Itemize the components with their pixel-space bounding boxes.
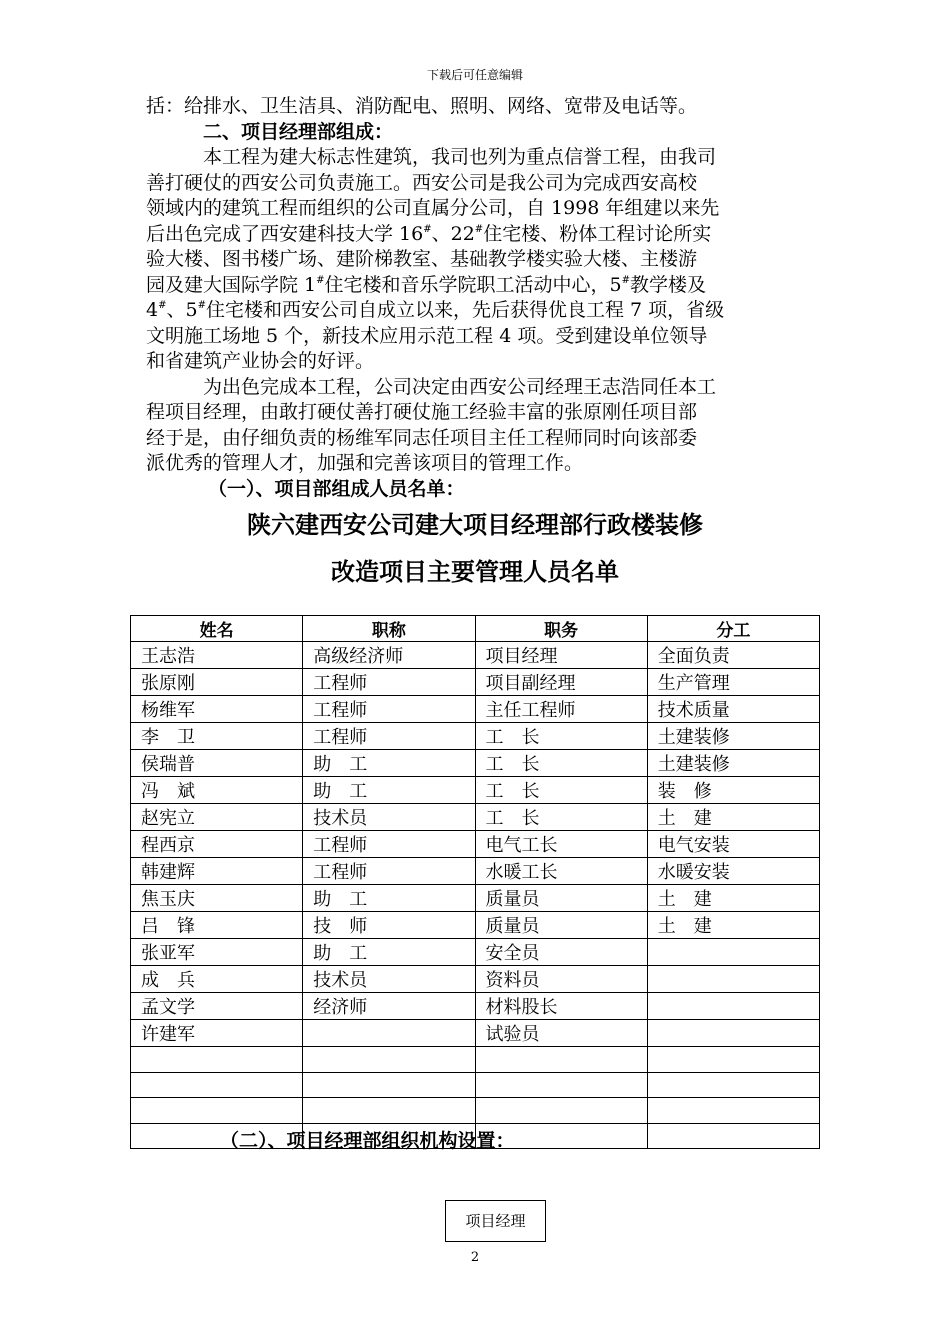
text-span: 住宅楼和西安公司自成立以来，先后获得优良工程 7 项，省级 (205, 299, 725, 321)
superscript-mark: # (474, 223, 484, 235)
cell-position: 质量员 (475, 912, 647, 939)
table-header-row (131, 616, 820, 642)
text-span: 住宅楼和音乐学院职工活动中心，5 (324, 273, 622, 296)
cell-duty: 土建装修 (647, 750, 819, 777)
text-line: 括：给排水、卫生洁具、消防配电、照明、网络、宽带及电话等。 (146, 95, 698, 117)
cell-position: 项目经理 (475, 642, 647, 669)
cell-position: 电气工长 (475, 831, 647, 858)
cell-duty (647, 1047, 819, 1073)
cell-duty: 技术质量 (647, 696, 819, 723)
column-header-name: 姓名 (131, 616, 303, 642)
cell-name (131, 1047, 303, 1073)
cell-name: 王志浩 (131, 642, 303, 669)
cell-name: 张原刚 (131, 669, 303, 696)
text-span: 园及建大国际学院 1 (146, 273, 317, 296)
cell-position: 试验员 (475, 1020, 647, 1047)
table-row (131, 885, 820, 912)
cell-title (303, 1072, 475, 1098)
table-row (131, 1047, 820, 1073)
text-line: 本工程为建大标志性建筑，我司也列为重点信誉工程，由我司 (203, 146, 717, 168)
cell-name: 焦玉庆 (131, 885, 303, 912)
cell-position: 水暖工长 (475, 858, 647, 885)
superscript-mark: # (423, 223, 432, 235)
cell-title: 助 工 (303, 885, 475, 912)
text-span: 教学楼及 (630, 273, 707, 296)
superscript-mark: # (316, 274, 325, 286)
text-line (146, 273, 806, 299)
table-row (131, 993, 820, 1020)
cell-title: 技术员 (303, 804, 475, 831)
cell-position: 资料员 (475, 966, 647, 993)
cell-title (303, 1020, 475, 1047)
cell-title: 高级经济师 (303, 642, 475, 669)
cell-title: 工程师 (303, 669, 475, 696)
cell-title: 技 师 (303, 912, 475, 939)
cell-title: 工程师 (303, 723, 475, 750)
text-line: 和省建筑产业协会的好评。 (146, 350, 375, 372)
cell-name: 冯 斌 (131, 777, 303, 804)
cell-position: 质量员 (475, 885, 647, 912)
table-row (131, 669, 820, 696)
column-header-title: 职称 (303, 616, 475, 642)
text-line (146, 222, 806, 248)
cell-duty: 生产管理 (647, 669, 819, 696)
table-row (131, 831, 820, 858)
table-row (131, 858, 820, 885)
text-line: 派优秀的管理人才，加强和完善该项目的管理工作。 (146, 452, 584, 474)
table-row (131, 1098, 820, 1124)
cell-duty (647, 939, 819, 966)
cell-position: 工 长 (475, 750, 647, 777)
cell-position: 材料股长 (475, 993, 647, 1020)
text-line: 文明施工场地 5 个，新技术应用示范工程 4 项。受到建设单位领导 (146, 324, 708, 347)
cell-name (131, 1072, 303, 1098)
cell-position (475, 1098, 647, 1124)
cell-name: 杨维军 (131, 696, 303, 723)
cell-duty (647, 1098, 819, 1124)
org-chart-root-box: 项目经理 (445, 1200, 546, 1242)
cell-position: 工 长 (475, 777, 647, 804)
cell-duty (647, 1123, 819, 1149)
cell-duty (647, 993, 819, 1020)
cell-name: 赵宪立 (131, 804, 303, 831)
cell-duty (647, 1072, 819, 1098)
text-span: 住宅楼、粉体工程讨论所实 (483, 222, 712, 245)
cell-duty: 水暖安装 (647, 858, 819, 885)
cell-name: 张亚军 (131, 939, 303, 966)
superscript-mark: # (158, 300, 167, 311)
table-row (131, 1072, 820, 1098)
table-row (131, 642, 820, 669)
text-line: 领域内的建筑工程而组织的公司直属分公司，自 1998 年组建以来先 (146, 197, 720, 219)
cell-duty: 土 建 (647, 912, 819, 939)
cell-position (475, 1072, 647, 1098)
cell-title (303, 1047, 475, 1073)
staff-table (130, 615, 820, 1149)
table-row (131, 939, 820, 966)
document-title-line1: 陕六建西安公司建大项目经理部行政楼装修 (247, 510, 703, 539)
cell-name: 许建军 (131, 1020, 303, 1047)
text-line: 为出色完成本工程，公司决定由西安公司经理王志浩同任本工 (203, 375, 717, 398)
cell-name: 程西京 (131, 831, 303, 858)
cell-position: 项目副经理 (475, 669, 647, 696)
cell-duty: 装 修 (647, 777, 819, 804)
cell-title: 助 工 (303, 777, 475, 804)
sub-heading: （一）、项目部组成人员名单： (208, 477, 465, 500)
cell-position: 工 长 (475, 804, 647, 831)
text-line: 程项目经理，由敢打硬仗善打硬仗施工经验丰富的张原刚任项目部 (146, 401, 698, 423)
text-span: 后出色完成了西安建科技大学 16 (146, 222, 424, 245)
cell-title: 工程师 (303, 696, 475, 723)
document-title-line2: 改造项目主要管理人员名单 (331, 557, 619, 586)
org-structure-heading: （二）、项目经理部组织机构设置： (220, 1130, 515, 1152)
cell-duty (647, 966, 819, 993)
cell-duty: 电气安装 (647, 831, 819, 858)
cell-title (303, 1098, 475, 1124)
cell-title: 工程师 (303, 831, 475, 858)
text-span: 4 (146, 299, 159, 321)
table-row (131, 912, 820, 939)
cell-title: 工程师 (303, 858, 475, 885)
text-line: 验大楼、图书楼广场、建阶梯教室、基础教学楼实验大楼、主楼游 (146, 248, 698, 270)
table-row (131, 777, 820, 804)
cell-duty: 土 建 (647, 885, 819, 912)
cell-position: 主任工程师 (475, 696, 647, 723)
text-line: 经于是，由仔细负责的杨维军同志任项目主任工程师同时向该部委 (146, 426, 698, 449)
cell-name: 孟文学 (131, 993, 303, 1020)
table-row (131, 696, 820, 723)
text-span: 、22 (431, 222, 475, 245)
cell-title: 技术员 (303, 966, 475, 993)
cell-duty: 全面负责 (647, 642, 819, 669)
table-row (131, 750, 820, 777)
cell-title: 助 工 (303, 939, 475, 966)
cell-name: 韩建辉 (131, 858, 303, 885)
superscript-mark: # (197, 300, 206, 311)
table-row (131, 966, 820, 993)
page-header-note: 下载后可任意编辑 (426, 68, 523, 82)
text-span: 、5 (166, 299, 198, 321)
cell-name: 李 卫 (131, 723, 303, 750)
section-heading: 二、项目经理部组成： (203, 120, 394, 143)
table-row (131, 1020, 820, 1047)
column-header-position: 职务 (475, 616, 647, 642)
cell-name: 侯瑞普 (131, 750, 303, 777)
cell-position: 安全员 (475, 939, 647, 966)
text-line: 善打硬仗的西安公司负责施工。西安公司是我公司为完成西安高校 (146, 171, 698, 194)
cell-name (131, 1098, 303, 1124)
table-row (131, 723, 820, 750)
page-number: 2 (470, 1250, 480, 1265)
cell-duty: 土 建 (647, 804, 819, 831)
cell-duty: 土建装修 (647, 723, 819, 750)
body-text (146, 94, 806, 502)
cell-position (475, 1047, 647, 1073)
column-header-duty: 分工 (647, 616, 819, 642)
cell-duty (647, 1020, 819, 1047)
cell-position: 工 长 (475, 723, 647, 750)
cell-name: 吕 锋 (131, 912, 303, 939)
superscript-mark: # (621, 274, 631, 286)
cell-title: 经济师 (303, 993, 475, 1020)
table-row (131, 804, 820, 831)
cell-name: 成 兵 (131, 966, 303, 993)
text-line (146, 298, 806, 324)
cell-title: 助 工 (303, 750, 475, 777)
